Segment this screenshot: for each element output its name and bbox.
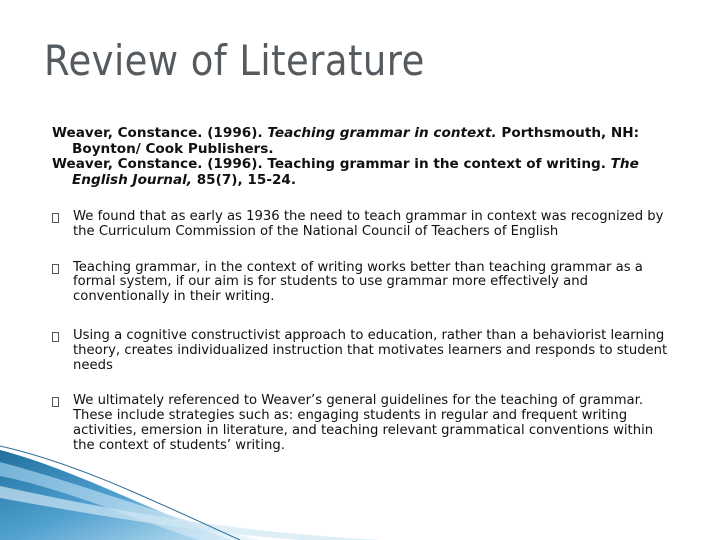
- bullet-item: [52, 329, 678, 373]
- square-bullet-icon: [52, 213, 59, 223]
- bullet-text: Teaching grammar, in the context of writing works better than teaching grammar as a formal system, if our aim is for students to use grammar more effectively and conventionally in their writing.: [73, 259, 643, 305]
- reference-2-author: Weaver, Constance. (1996). Teaching grammar in the context of writing.: [52, 156, 611, 172]
- square-bullet-icon: [52, 332, 59, 342]
- reference-2: [52, 157, 692, 188]
- reference-1-author: Weaver, Constance. (1996).: [52, 125, 268, 141]
- reference-2-volume: 85(7), 15-24.: [191, 171, 297, 188]
- reference-2-journal: The English Journal,: [72, 156, 639, 188]
- square-bullet-icon: [52, 397, 59, 407]
- bullet-item: [52, 394, 678, 453]
- references: [52, 126, 692, 188]
- reference-1-title: Teaching grammar in context.: [267, 125, 497, 141]
- reference-1-publisher: Porthsmouth, NH: Boynton/ Cook Publishers.: [72, 125, 640, 157]
- bullet-item: [52, 210, 678, 240]
- bullet-item: [52, 261, 678, 305]
- bullet-list: [52, 210, 678, 475]
- slide-title: Review of Literature: [44, 36, 425, 85]
- bullet-text: Using a cognitive constructivist approach to education, rather than a behaviorist learning theory, creates individualized instruction that motivates learners and responds to student needs: [73, 327, 668, 373]
- reference-1: [52, 126, 692, 157]
- square-bullet-icon: [52, 264, 59, 274]
- bullet-text: We ultimately referenced to Weaver’s general guidelines for the teaching of grammar. These include strategies such as: engaging students in regular and frequent writing activities, emersion in literature, and teaching relevant grammatical conventions within the context of students’ writing.: [73, 393, 654, 453]
- bullet-text: We found that as early as 1936 the need to teach grammar in context was recognized by the Curriculum Commission of the National Council of Teachers of English: [73, 209, 664, 239]
